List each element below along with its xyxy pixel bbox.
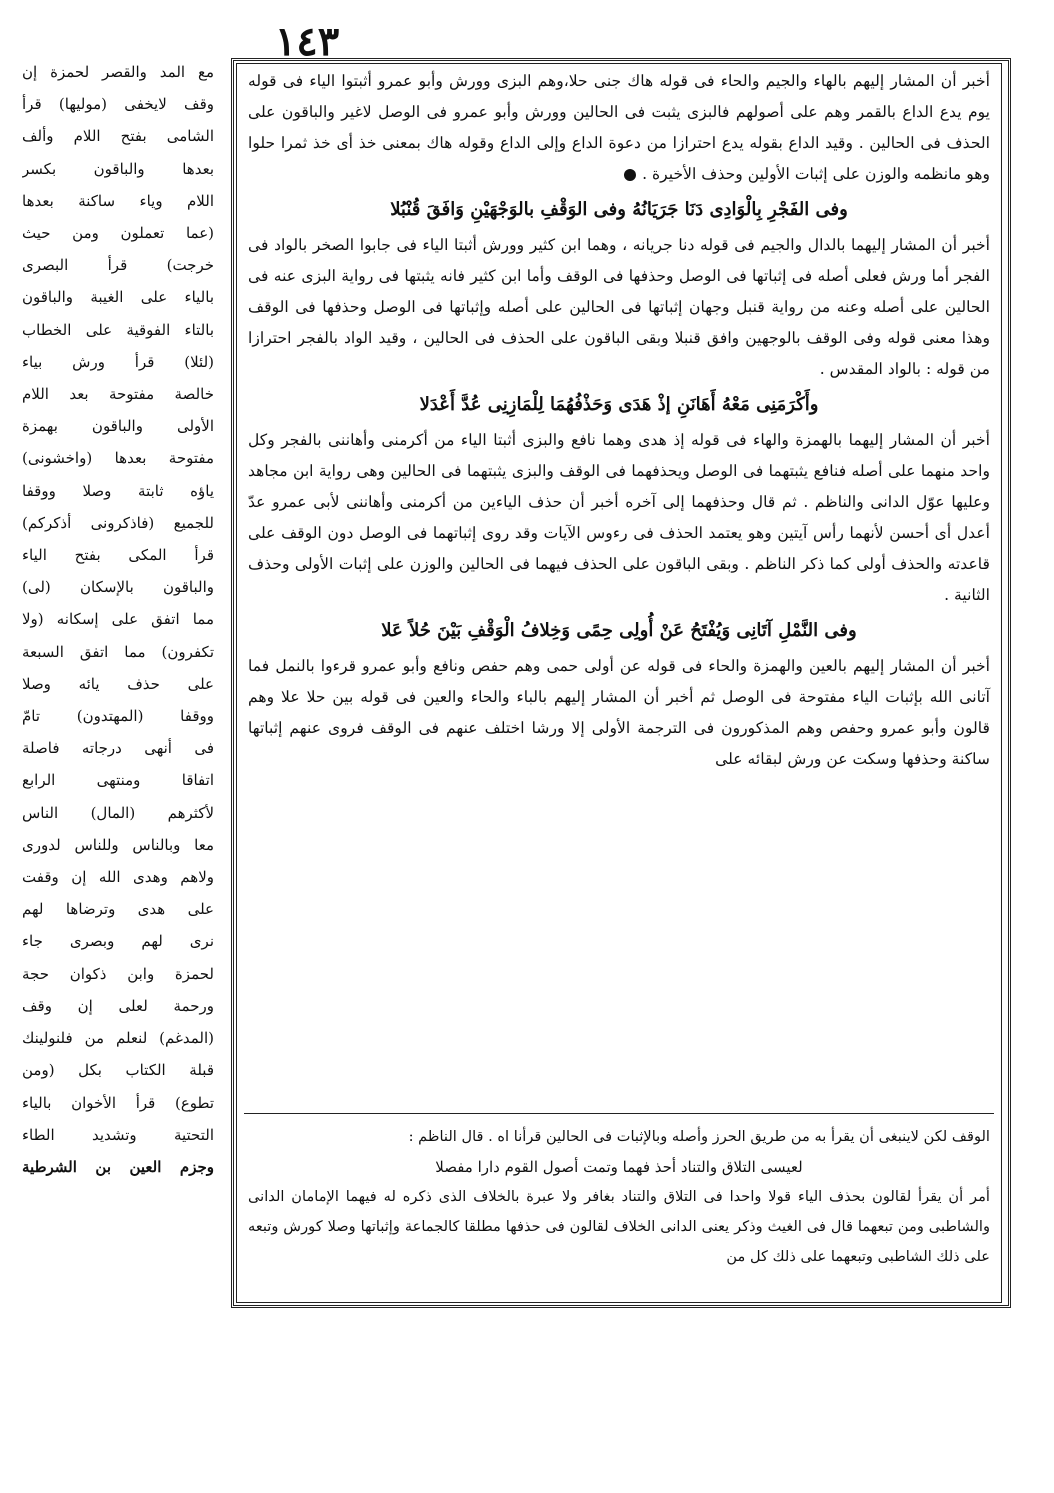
margin-line: معا وبالناس وللناس لدورى: [22, 835, 214, 854]
poem-verse: وأَكْرَمَنِى مَعْهُ أَهَانَنِ إذْ هَدَى وَحَذْفُهُمَا لِلْمَازِنِى عُدَّ أَعْدَلا: [419, 394, 819, 415]
margin-line: مع المد والقصر لحمزة إن: [22, 63, 214, 81]
margin-line: التحتية وتشديد الطاء: [22, 1125, 214, 1144]
margin-line: على هدى وترضاها لهم: [22, 900, 214, 919]
bullet-icon: [624, 169, 636, 181]
margin-line: تكفرون) مما اتفق السبعة: [22, 642, 214, 661]
margin-line: نرى لهم وبصرى جاء: [22, 932, 214, 951]
margin-line: للجميع (فاذكرونى أذكركم): [22, 513, 214, 532]
commentary-paragraph: أخبر أن المشار إليهم بالهاء والجيم والحاء فى قوله هاك جنى حلا،وهم البزى وورش وأبو عمرو أثبتوا الياء فى قوله يوم يدع الداع بالقمر وهم على أصولهم فالبزى يثبت فى الحالين وورش وأبو عمرو فى الوصل لاغير والباقون على الحذف فى الحالين . وقيد الداع بقوله يدع احترازا من دعوة الداع وإلى الداع وقوله هاك بمعنى خذ أى خذ ثمرا حلوا وهو مانظمه والوزن على إثبات الأولين وحذف الأخيرة .: [248, 72, 990, 183]
footnote-section: [248, 1122, 990, 1272]
margin-line: لأكثرهم (المال) الناس: [22, 803, 214, 822]
margin-line: اتفاقا ومنتهى الرابع: [22, 771, 214, 790]
margin-line: فى أنهى درجاته فاصلة: [22, 739, 214, 758]
margin-line: خالصة مفتوحة بعد اللام: [22, 385, 214, 404]
margin-line: (المدغم) لنعلم من فلنولينك: [22, 1029, 214, 1048]
margin-line: بعدها والباقون بكسر: [22, 159, 214, 178]
margin-line: والباقون بالإسكان (لى): [22, 578, 214, 597]
margin-line: ووقفا (المهتدون) تامّ: [22, 707, 214, 726]
margin-line: مفتوحة بعدها (واخشونى): [22, 449, 214, 468]
main-text-column: [248, 66, 990, 775]
margin-line: ورحمة لعلى إن وقف: [22, 996, 214, 1015]
footnote-line: الوقف لكن لاينبغى أن يقرأ به من طريق الحرز وأصله وبالإثبات فى الحالين قرأنا اه . قال الناظم :: [408, 1128, 990, 1145]
footnote-paragraph: أمر أن يقرأ لقالون بحذف الياء قولا واحدا فى التلاق والتناد بغافر ولا عبرة بالخلاف الذى ذكره له فيهما الإمامان الدانى والشاطبى ومن تبعهما قال فى الغيث وذكر يعنى الدانى الخلاف لقالون فى حذفها مطلقا كالجماعة وإثباتها وصلا كورش وتبعه على ذلك الشاطبى وتبعهما على ذلك كل من: [248, 1188, 990, 1265]
margin-line: (عما تعملون ومن حيث: [22, 224, 214, 243]
margin-line: قبلة الكتاب بكل (ومن: [22, 1061, 214, 1080]
footnote-verse: لعيسى التلاق والتناد أحذ فهما وتمت أصول القوم دارا مفصلا: [435, 1158, 803, 1176]
margin-line: بالياء على الغيبة والباقون: [22, 288, 214, 307]
margin-line: تطوع) قرأ الأخوان بالياء: [22, 1093, 214, 1112]
margin-line: قرأ المكى بفتح الياء: [22, 546, 214, 565]
margin-column: [22, 56, 214, 1183]
poem-verse: وفى الفَجْرِ بِالْوَادِى دَنَا جَرَيَانُهُ وفى الوَقْفِ بالوَجْهَيْنِ وَافَقَ قُنْبُلا: [390, 199, 848, 220]
margin-line: لحمزة وابن ذكوان حجة: [22, 964, 214, 983]
page-number: ١٤٣: [274, 18, 340, 65]
margin-line: مما اتفق على إسكانه (ولا: [22, 610, 214, 629]
margin-line: ياؤه ثابتة وصلا ووقفا: [22, 481, 214, 500]
commentary-paragraph: أخبر أن المشار إليهما بالهمزة والهاء فى قوله إذ هدى وهما نافع والبزى أثبتا الياء من أكرمنى وأهاننى بالفجر وكل واحد منهما على أصله فنافع يثبتهما فى الوصل ويحذفهما فى الوقف والبزى يثبتهما فى الحالين وهى رواية ابن مجاهد وعليها عوّل الدانى والناظم . ثم قال وحذفهما إلى آخره أخبر أن حذف الياءين من أكرمنى وأهاننى لأبى عمرو عدّ أعدل أى أحسن لأنهما رأس آيتين وهو يعتمد الحذف فى رءوس الآيات وقد روى إثباتهما فى الوصل دون الوقف على قاعدته والحذف أولى كما ذكر الناظم . وبقى الباقون على الحذف فيهما فى الحالين والوزن على إثبات الأولى وحذف الثانية .: [248, 431, 990, 604]
margin-line: (لئلا) قرأ ورش بياء: [22, 352, 214, 371]
margin-line: وقف لايخفى (موليها) قرأ: [22, 95, 214, 114]
margin-line: على حذف يائه وصلا: [22, 674, 214, 693]
margin-line: اللام وياء ساكنة بعدها: [22, 191, 214, 210]
margin-line: خرجت) قرأ البصرى: [22, 256, 214, 275]
poem-verse: وفى النَّمْلِ آتَانِى وَيُفْتَحُ عَنْ أُولِى حِمًى وَخِلافُ الْوَقْفِ بَيْنَ حُلاً عَلا: [381, 620, 857, 641]
commentary-paragraph: أخبر أن المشار إليهم بالعين والهمزة والحاء فى قوله عن أولى حمى وهم حفص ونافع وأبو عمرو قرءوا بالنمل فما آتانى الله بإثبات الياء مفتوحة فى الوصل ثم أخبر أن المشار إليهم بالباء والحاء والعين فى قوله بين حلا علا وهم قالون وأبو عمرو وحفص وهم المذكورون فى الترجمة الأولى إلا ورشا اختلف عنهم فى الوقف فروى عنهم إثباتها ساكنة وحذفها وسكت عن ورش لبقائه على: [248, 657, 990, 768]
commentary-paragraph: أخبر أن المشار إليهما بالدال والجيم فى قوله دنا جريانه ، وهما ابن كثير وورش أثبتا الياء فى جابوا الصخر بالواد فى الفجر أما ورش فعلى أصله فى إثباتها فى الوصل وحذفها فى الوقف وأما ابن كثير فانه يثبتها فى رواية البزى عنه فى الحالين على أصله وعنه من رواية قنبل وجهان إثباتها فى الحالين على أصله وإثباتها فى الوصل وحذفها فى الوقف وهذا معنى قوله وفى الوقف بالوجهين وافق قنبلا وبقى الباقون على الحذف فى الحالين ، وقيد الواد بالفجر احترازا من قوله : بالواد المقدس .: [248, 236, 990, 378]
footnote-divider: [244, 1113, 994, 1114]
margin-line: بالتاء الفوقية على الخطاب: [22, 320, 214, 339]
margin-line: وجزم العين بن الشرطية: [22, 1157, 214, 1176]
margin-line: الأولى والباقون بهمزة: [22, 417, 214, 436]
margin-line: الشامى بفتح اللام وألف: [22, 127, 214, 146]
margin-line: ولاهم وهدى الله إن وقفت: [22, 868, 214, 887]
